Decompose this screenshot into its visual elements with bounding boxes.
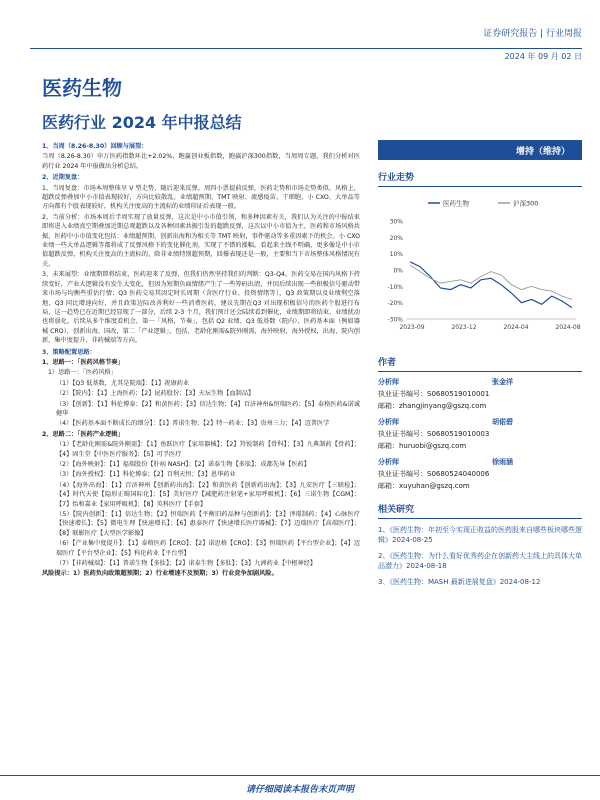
analyst-block [378, 456, 582, 492]
page-header [0, 0, 600, 70]
series-line-hs300 [410, 265, 572, 299]
x-tick-label: 2023-12 [451, 324, 477, 331]
related-research-link[interactable]: 2、《医药生物：为什么看好优秀药企在创新药大主线上的具体大单品潜力》2024-08-18 [378, 552, 582, 570]
series-line-pharma [410, 262, 572, 308]
trend-title: 行业走势 [378, 170, 582, 187]
strategy-item: （1）【Q3 低基数，尤其是院端】：【1】祝康药业 [56, 379, 190, 387]
industry-trend-chart [378, 191, 582, 341]
analyst-email[interactable]: 邮箱：zhangjinyang@gszq.com [378, 402, 487, 410]
strategy-item: （7）【非药械端】：【1】普诺生物【多肽】；【2】诺泰生物【多肽】；【3】九洲药业【中枢神经】 [56, 560, 317, 568]
strategy-item: （2）【海外映射】：【1】福瑞股份【肝病 NASH】；【2】诺泰生物【多肽】；成都先导【医药】 [56, 461, 310, 468]
strategy-item: （4）【海外出海】：【1】百济神州【创新药出海】；【2】和黄医药【创新药出海】；【3】九安医疗【三联检】；【4】时代天使【隐形正畸国际化】；【5】美好医疗【减肥药注射笔+家用呼吸机】；【6】三诺生物【CGM】；【7】怡和嘉业【家用呼吸机】；【8】英科医疗【手套】 [56, 481, 360, 508]
strategy-item: （6）【产业集中度提升】：【1】泰格医药【CRO】；【2】诺思格【CRO】；【3】恒瑞医药【平台型企业】；【4】迈瑞医疗【平台型企业】；【5】科伦药业【平台型】 [56, 540, 360, 557]
legend-label: 医药生物 [443, 199, 469, 208]
sidebar [378, 140, 582, 780]
strategy-item: （1）【老龄化刚需&院外刚需】：【1】鱼跃医疗【家用器械】；【2】羚锐制药【骨科】；【3】九典制药【骨药】；【4】固生堂【中医医疗服务】；【5】可孚医疗 [56, 441, 360, 458]
legend-label: 沪深300 [513, 199, 539, 208]
report-date: 2024 年 09 月 02 日 [504, 52, 582, 61]
risk-warning: 风险提示：1）医药负向政策超预期；2）行业增速不及预期；3）行业竞争加剧风险。 [42, 570, 278, 578]
strategy-item: 1、思路一：「医药风格节奏」 [42, 358, 124, 366]
analyst-email[interactable]: 邮箱：huruobi@gszq.com [378, 442, 467, 450]
header-divider [30, 48, 582, 49]
strategy-item: （3）【海外授权】：【1】科伦博泰；【2】百利天恒；【3】恩华药业 [56, 471, 236, 479]
y-tick-label: 10% [389, 251, 403, 259]
strategy-item: 2、思路二：「医药产业逻辑」 [42, 430, 124, 438]
x-tick-label: 2024-04 [503, 324, 529, 331]
y-tick-label: 30% [389, 218, 403, 226]
report-type: 证券研究报告 | 行业周报 [483, 29, 582, 39]
x-tick-label: 2023-09 [399, 324, 425, 331]
industry-name: 医药生物 [42, 76, 122, 100]
section-weekly-review-title: 1、当周（8.26-8.30）回顾与展望： [42, 143, 148, 150]
y-tick-label: -30% [387, 316, 403, 324]
page-footer [0, 775, 600, 800]
strategy-item: （3）【创新】：【1】科伦博泰；【2】和黄医药；【3】信达生物；【4】百济神州&恒瑞医药；【5】泰格医药&诺诚健华 [56, 400, 360, 417]
y-tick-label: -10% [387, 283, 403, 291]
x-tick-label: 2024-08 [555, 324, 581, 331]
main-content [42, 140, 360, 760]
strategy-list [42, 358, 360, 569]
related-research-link[interactable]: 1、《医药生物：年初至今实现正收益的医药股来自哪些板块哪些逻辑》2024-08-25 [378, 526, 582, 544]
report-title: 医药行业 2024 年中报总结 [42, 113, 242, 132]
section-weekly-review-text: 当周（8.26-8.30）申万医药指数环比+2.02%，跑赢创业板指数，跑赢沪深300指数，当周周专题，我们分析对医药行业 2024 年中报做出分析总结。 [42, 153, 360, 170]
related-research-title: 相关研究 [378, 502, 582, 519]
rating-badge: 增持（维持） [378, 140, 582, 160]
strategy-item: （5）【院内创新】：【1】信达生物；【2】恒瑞医药【平衡旧药品种与创新药】；【3】泽璟制药；【4】心脉医疗【快速增长】；【5】微电生理【快速增长】；【6】惠泰医疗【快速增长医疗器械】；【7】迈瑞医疗【高端医疗】；【8】联影医疗【大型医学影像】 [56, 511, 360, 537]
section-strategy-title: 3、策略配置思路： [42, 348, 96, 356]
analyst-block [378, 376, 582, 412]
strategy-item: （4）【医药基本面不断成长的细分】：【1】普诺生物；【2】特一药业；【3】贵州三力；【4】迈普医学 [56, 420, 330, 428]
analyst-email[interactable]: 邮箱：xuyuhan@gszq.com [378, 482, 470, 490]
disclaimer-note: 请仔细阅读本报告末页声明 [245, 785, 354, 795]
analyst-header: 分析师 胡偌碧 [378, 418, 513, 426]
section-recap-title: 2、近期复盘： [42, 174, 84, 182]
analyst-cert: 执业证书编号：S0680519010003 [378, 430, 490, 438]
analyst-block [378, 416, 582, 452]
strategy-item: （2）【院内】：【1】上海医药；【2】昆药股份；【3】天坛生物【血制品】 [56, 390, 255, 398]
y-tick-label: -20% [387, 300, 403, 308]
analyst-cert: 执业证书编号：S0680524040006 [378, 470, 490, 478]
analysts-title: 作者 [378, 355, 582, 372]
y-tick-label: 20% [389, 234, 403, 242]
recap-paragraph-3: 3、未来展望：业绩期即将结束，医药迎来了反弹，但我们仍然坚持我们的判断：Q3-Q4，医药交易在国内风格下持续变好，产业大逻辑没有发生大变化，但因为短期负面情绪产生了一些筹码出清，并因后续出现一些积极信号驱动带来市场与均衡些重估行情；Q3 医药交易其因定时长周期（含医疗行业、投资情绪等），Q3 政策期以及业绩利空落地，Q3 同比增速向好，并且政策边际改善利好一些消费医药，建议先期在Q3 对出现积极信号的医药个股进行布局，这一趋势已在近期已经显现了一部分，后续 2-3 个月，我们预计还会陆续看到催化，业绩期即将结束，业绩扰动也将弱化，后续从多个维度看机会，第一「风格，节奏」，包括 Q2 业绩、Q3 低基数（院内）、医药基本面（例如器械 CRO），创新出海、国改，第二「产业逻辑」，包括，老龄化刚需&院外刚需，海外映射，海外授权，出海，院内创新，集中度提升，非药械端等方向。 [42, 271, 360, 345]
y-tick-label: 0% [393, 267, 403, 275]
strategy-item: 1）思路一：「医药风格」 [48, 369, 117, 377]
recap-paragraph-2: 2、当前分析：市场本周后半周实现了放量反弹，这次是中小市值引领，和多种因素有关，我们认为关注的中报结束即将进入业绩真空期叠加近期总观超跌以及各种因素共振引发的超跌反弹，这次以中小市值为主，医药和市场风格共振，医药中小市值变化包括：业绩超预期、创新出海和为相关等 TMT 映射，事件驱动等多重因素下的机会。小 CXO 业绩一些大单品逻辑等都将成了反弹风格下的变化催化剂，实现了不错的涨幅。看起来主线不明确，更多像是中小市值超跌反弹，机构关注度高的主流标的，除非业绩特别超预期，回撑表现还是一般，主要和当下市场整体风格情况有关。 [42, 213, 360, 268]
analyst-header: 分析师 张金洋 [378, 378, 513, 386]
recap-paragraph-1: 1、当周复盘：市场本周整体呈 V 型走势，随后迎来反弹。周四小票提前反弹，医药走势和市场走势类似，风格上，超跌反弹叠加中小市值表现较好，方向比较散乱。业绩超预期、TMT 映射、流感疫苗、干细胞、小 CXO、大单品等方向都有个股表现较好，机构关注度高的主流标的业绩印证后表现一般。 [42, 184, 360, 211]
related-research-link[interactable]: 3、《医药生物：MASH 最新进展复盘》2024-08-12 [378, 578, 541, 586]
analyst-cert: 执业证书编号：S0680519010001 [378, 390, 490, 398]
analyst-header: 分析师 徐雨涵 [378, 458, 513, 466]
